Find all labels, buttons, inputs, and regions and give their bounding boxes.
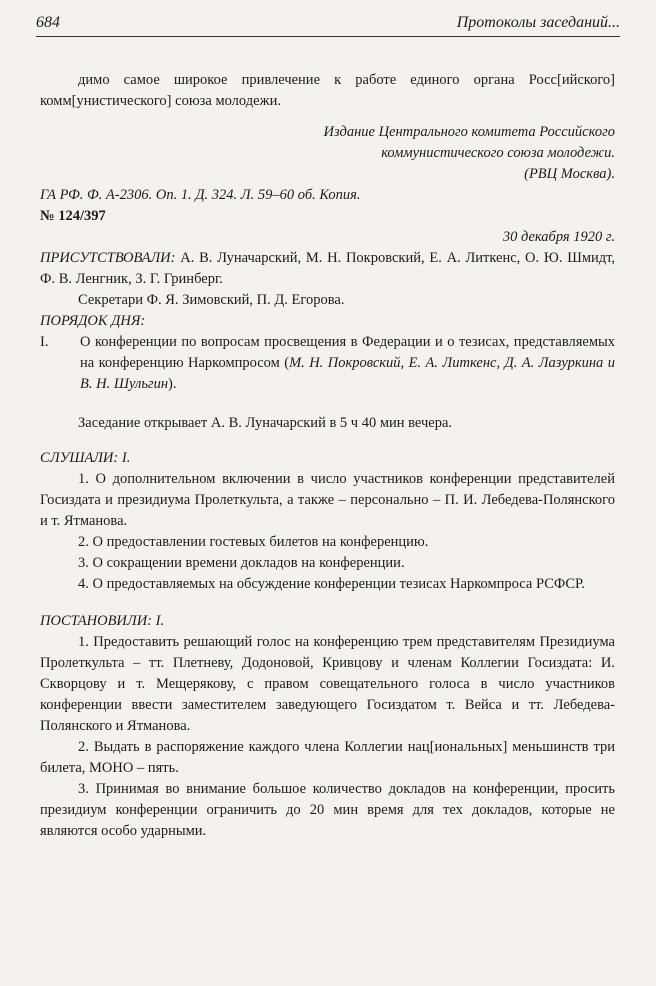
resolved-item: 1. Предоставить решающий голос на конференцию трем представителям Президиума Пролеткульта – тт. Плетневу, Додоновой, Кривцову и членам Коллегии Госиздата: И. Скворцову и т. Мещерякову, с правом совещательного голоса в число участников конференции ввести заместителем заведующего Госиздатом т. Вейса и тт. Лебедева-Полянского и Ятманова. [40, 634, 615, 734]
signature-line-1: Издание Центрального комитета Российского [323, 124, 615, 140]
carryover-paragraph: димо самое широкое привлечение к работе единого органа Росс[ийского] комм[унистического] союза молодежи. [40, 72, 615, 109]
agenda-text-main: О конференции по вопросам просвещения в Федерации и о тезисах, представляемых на конференцию Наркомпросом ( [80, 334, 615, 371]
present-paragraph [40, 248, 615, 290]
running-title: Протоколы заседаний... [456, 14, 620, 31]
heard-item: 3. О сокращении времени докладов на конференции. [78, 555, 405, 571]
resolved-label: ПОСТАНОВИЛИ: I. [40, 613, 165, 629]
resolved-item: 2. Выдать в распоряжение каждого члена Коллегии нац[иональных] меньшинств три билета, МОНО – пять. [40, 739, 615, 776]
agenda-item [40, 332, 615, 395]
page-body [40, 42, 615, 842]
heard-item: 4. О предоставляемых на обсуждение конференции тезисах Наркомпроса РСФСР. [78, 576, 585, 592]
running-header [36, 12, 620, 37]
present-label: ПРИСУТСТВОВАЛИ: [40, 250, 176, 266]
agenda-number: I. [40, 334, 49, 350]
agenda-rapporteurs: М. Н. Покровский, Е. А. Литкенс, Д. А. Лазуркина и В. Н. Шульгин [80, 355, 615, 392]
agenda-label: ПОРЯДОК ДНЯ: [40, 313, 146, 329]
agenda-text-close: ). [168, 376, 177, 392]
page-number: 684 [36, 14, 60, 31]
signature-line-2: коммунистического союза молодежи. [381, 145, 615, 161]
signature-line-3: (РВЦ Москва). [524, 166, 615, 182]
present-text: А. В. Луначарский, М. Н. Покровский, Е. А. Литкенс, О. Ю. Шмидт, Ф. В. Ленгник, З. Г. Гринберг. [40, 250, 616, 287]
protocol-number: № 124/397 [40, 208, 106, 224]
heard-item: 2. О предоставлении гостевых билетов на конференцию. [78, 534, 429, 550]
archive-source: ГА РФ. Ф. А-2306. Оп. 1. Д. 324. Л. 59–60 об. Копия. [40, 187, 361, 203]
heard-label: СЛУШАЛИ: I. [40, 450, 131, 466]
protocol-date: 30 декабря 1920 г. [502, 229, 615, 245]
agenda-text [80, 332, 615, 395]
resolved-item: 3. Принимая во внимание большое количество докладов на конференции, просить президиум конференции ограничить до 20 мин время для тех докладов, которые не являются особо ударными. [40, 781, 615, 839]
opening-line: Заседание открывает А. В. Луначарский в 5 ч 40 мин вечера. [78, 415, 453, 431]
secretaries: Секретари Ф. Я. Зимовский, П. Д. Егорова. [78, 292, 345, 308]
heard-item: 1. О дополнительном включении в число участников конференции представителей Госиздата и президиума Пролеткульта, а также – персонально – П. И. Лебедева-Полянского и т. Ятманова. [40, 471, 615, 529]
